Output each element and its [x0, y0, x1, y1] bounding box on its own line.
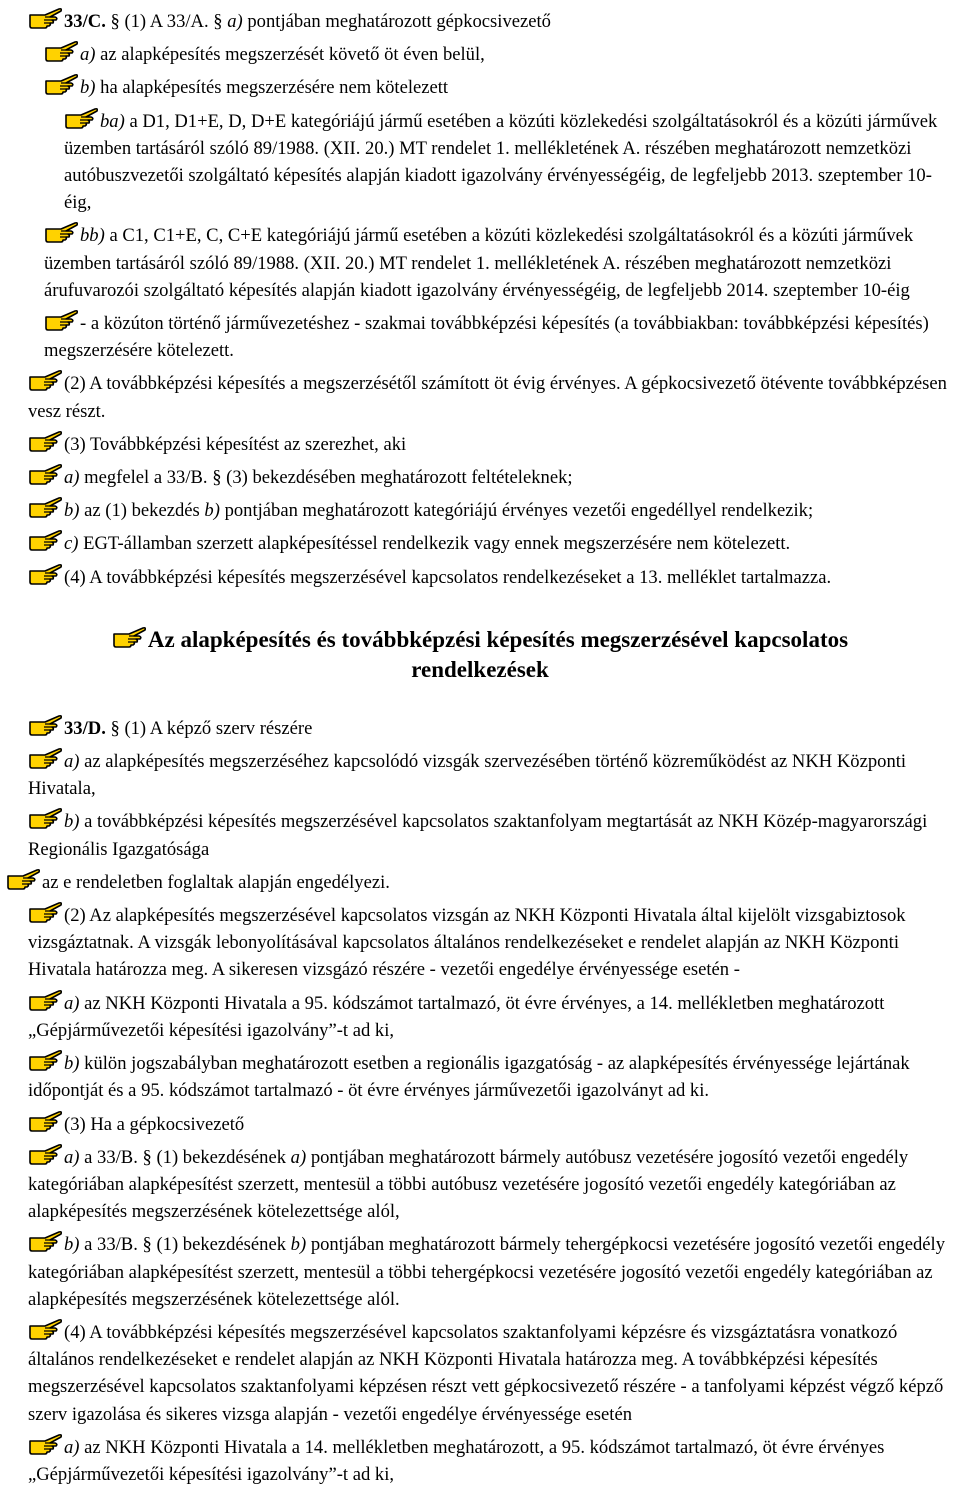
paragraph-text: az (1) bekezdés	[79, 500, 205, 522]
point-label: b)	[64, 500, 80, 522]
paragraph-text: ha alapképesítés megszerzésére nem kötelezett	[95, 77, 449, 99]
paragraph-text: az alapképesítés megszerzéséhez kapcsolódó vizsgák szervezésében történő közreműködést az NKH Központi Hivatala,	[28, 751, 907, 800]
pointing-hand-icon	[28, 1142, 62, 1166]
paragraph	[6, 1229, 954, 1313]
pointing-hand-icon	[28, 429, 62, 453]
paragraph-text: (2) Az alapképesítés megszerzésével kapcsolatos vizsgán az NKH Központi Hivatala által kijelölt vizsgabiztosok vizsgáztatnak. A vizsgák lebonyolításával kapcsolatos általános rendelkezéseket e rendelet alapján az NKH Központi Hivatala határozza meg. A sikeresen vizsgázó részére - vezetői engedélye érvényessége esetén -	[28, 905, 906, 981]
paragraph	[6, 220, 954, 304]
paragraph	[6, 988, 954, 1044]
pointing-hand-icon	[28, 1317, 62, 1341]
point-label: a)	[64, 1146, 80, 1168]
point-label: a)	[64, 992, 80, 1014]
paragraph-text: az e rendeletben foglaltak alapján engedélyezi.	[42, 871, 390, 893]
pointing-hand-icon	[44, 72, 78, 96]
section-33d	[6, 713, 954, 1488]
paragraph	[6, 1317, 954, 1428]
paragraph	[6, 308, 954, 364]
pointing-hand-icon	[28, 1229, 62, 1253]
paragraph	[6, 495, 954, 524]
pointing-hand-icon	[28, 1048, 62, 1072]
paragraph	[6, 72, 954, 101]
pointing-hand-icon	[44, 308, 78, 332]
paragraph	[6, 106, 954, 217]
point-label: bb)	[80, 225, 105, 247]
paragraph	[6, 867, 954, 896]
paragraph-text: pontjában meghatározott kategóriájú érvényes vezetői engedéllyel rendelkezik;	[219, 500, 814, 522]
paragraph-text: (3) Ha a gépkocsivezető	[64, 1113, 245, 1135]
paragraph	[6, 39, 954, 68]
pointing-hand-icon	[28, 1432, 62, 1456]
paragraph-text: az NKH Központi Hivatala a 14. mellékletben meghatározott, a 95. kódszámot tartalmazó, öt évre érvényes „Gépjárművezetői képesítési igazolvány”-t ad ki,	[28, 1436, 885, 1485]
paragraph-text: § (1) A 33/A. §	[105, 11, 228, 32]
pointing-hand-icon	[28, 368, 62, 392]
paragraph	[6, 900, 954, 984]
point-label: c)	[64, 533, 79, 555]
paragraph	[6, 1048, 954, 1104]
pointing-hand-icon	[28, 806, 62, 830]
point-label: b)	[64, 1053, 80, 1075]
point-label: a)	[227, 11, 243, 32]
paragraph-text: a továbbképzési képesítés megszerzésével kapcsolatos szaktanfolyam megtartását az NKH Közép-magyarországi Regionális Igazgatósága	[28, 811, 928, 860]
paragraph	[6, 1109, 954, 1138]
paragraph-text: a C1, C1+E, C, C+E kategóriájú jármű esetében a közúti közlekedési szolgáltatásokról és a közúti járművek üzemben tartásáról szóló 89/1988. (XII. 20.) MT rendelet 1. mellékletének A. részében meghatározott nemzetközi árufuvarozói szolgáltató képesítés alapján kiadott igazolvány érvényességéig, de legfeljebb 2014. szeptember 10-éig	[44, 225, 914, 301]
point-label: a)	[80, 44, 96, 66]
paragraph	[6, 6, 954, 35]
paragraph	[6, 713, 954, 742]
paragraph-text: pontjában meghatározott bármely tehergépkocsi vezetésére jogosító vezetői engedély kategóriában alapképesítést szerzett, mentesül a többi tehergépkocsi vezetésére jogosító vezetői engedély kategóriában az alapképesítés megszerzésének kötelezettsége alól.	[28, 1234, 945, 1310]
paragraph	[6, 429, 954, 458]
pointing-hand-icon	[28, 462, 62, 486]
point-label: a)	[290, 1146, 307, 1168]
point-label: a)	[64, 467, 80, 489]
paragraph-text: EGT-államban szerzett alapképesítéssel rendelkezik vagy ennek megszerzésére nem kötelezett.	[78, 533, 791, 555]
point-label: b)	[64, 811, 80, 833]
paragraph-text: § (1) A képző szerv részére	[105, 717, 313, 739]
paragraph	[6, 746, 954, 802]
paragraph-text: (3) Továbbképzési képesítést az szerezhet, aki	[64, 433, 407, 455]
section-number: 33/C.	[64, 11, 106, 32]
paragraph-text: az NKH Központi Hivatala a 95. kódszámot tartalmazó, öt évre érvényes, a 14. mellékletben meghatározott „Gépjárművezetői képesítési igazolvány”-t ad ki,	[28, 992, 885, 1041]
paragraph	[6, 528, 954, 557]
paragraph-text: a 33/B. § (1) bekezdésének	[79, 1146, 291, 1168]
paragraph-text: (4) A továbbképzési képesítés megszerzésével kapcsolatos szaktanfolyami képzésre és vizsgáztatásra vonatkozó általános rendelkezéseket e rendelet alapján az NKH Központi Hivatala határozza meg. A továbbképzési képesítés megszerzésével kapcsolatos szaktanfolyami képzésen részt vett gépkocsivezető részére - a tanfolyami képzést végző képző szerv igazolása és sikeres vizsga alapján - vezetői engedélye érvényessége esetén	[28, 1321, 944, 1425]
pointing-hand-icon	[28, 528, 62, 552]
pointing-hand-icon	[28, 495, 62, 519]
pointing-hand-icon	[44, 220, 78, 244]
pointing-hand-icon	[28, 6, 62, 30]
pointing-hand-icon	[64, 106, 98, 130]
paragraph	[6, 462, 954, 491]
pointing-hand-icon	[44, 39, 78, 63]
point-label: b)	[290, 1234, 307, 1256]
section-heading	[46, 625, 914, 685]
paragraph-text: (2) A továbbképzési képesítés a megszerzésétől számított öt évig érvényes. A gépkocsivezető ötévente továbbképzésen vesz részt.	[28, 373, 947, 422]
paragraph-text: pontjában meghatározott bármely autóbusz vezetésére jogosító vezetői engedély kategóriában alapképesítést szerzett, mentesül a többi autóbusz vezetésére jogosító vezetői engedély kategóriában az alapképesítés megszerzésének kötelezettsége alól,	[28, 1146, 909, 1223]
pointing-hand-icon	[28, 988, 62, 1012]
paragraph	[6, 368, 954, 424]
paragraph-text: a D1, D1+E, D, D+E kategóriájú jármű esetében a közúti közlekedési szolgáltatásokról és a közúti járművek üzemben tartásáról szóló 89/1988. (XII. 20.) MT rendelet 1. mellékletének A. részében meghatározott nemzetközi autóbuszvezetői szolgáltató képesítés alapján kiadott igazolvány érvényességéig, de legfeljebb 2013. szeptember 10-éig,	[64, 110, 938, 214]
paragraph-text: megfelel a 33/B. § (3) bekezdésében meghatározott feltételeknek;	[79, 467, 573, 489]
pointing-hand-icon	[28, 1109, 62, 1133]
pointing-hand-icon	[6, 867, 40, 891]
heading-text: Az alapképesítés és továbbképzési képesítés megszerzésével kapcsolatos rendelkezések	[147, 626, 849, 682]
pointing-hand-icon	[28, 713, 62, 737]
paragraph	[6, 806, 954, 862]
paragraph-text: a 33/B. § (1) bekezdésének	[79, 1234, 291, 1256]
section-number: 33/D.	[64, 717, 106, 739]
point-label: b)	[64, 1234, 80, 1256]
paragraph	[6, 1432, 954, 1488]
paragraph	[6, 562, 954, 591]
paragraph-text: külön jogszabályban meghatározott esetben a regionális igazgatóság - az alapképesítés érvényessége lejártának időpontját és a 95. kódszámot tartalmazó - öt évre érvényes járművezetői igazolványt ad ki.	[28, 1053, 910, 1102]
pointing-hand-icon	[28, 562, 62, 586]
paragraph-text: pontjában meghatározott gépkocsivezető	[242, 11, 551, 32]
paragraph-text: (4) A továbbképzési képesítés megszerzésével kapcsolatos rendelkezéseket a 13. melléklet tartalmazza.	[64, 566, 832, 588]
point-label: ba)	[100, 110, 125, 132]
pointing-hand-icon	[28, 746, 62, 770]
point-label: a)	[64, 751, 80, 773]
paragraph-text: az alapképesítés megszerzését követő öt éven belül,	[95, 44, 485, 66]
point-label: b)	[80, 77, 96, 99]
paragraph-text: - a közúton történő járművezetéshez - szakmai továbbképzési képesítés (a továbbiakban: továbbképzési képesítés) megszerzésére kötelezett.	[44, 313, 929, 362]
point-label: b)	[204, 500, 220, 522]
pointing-hand-icon	[28, 900, 62, 924]
section-33c	[6, 6, 954, 591]
point-label: a)	[64, 1436, 80, 1458]
pointing-hand-icon	[112, 625, 146, 649]
paragraph	[6, 1142, 954, 1226]
